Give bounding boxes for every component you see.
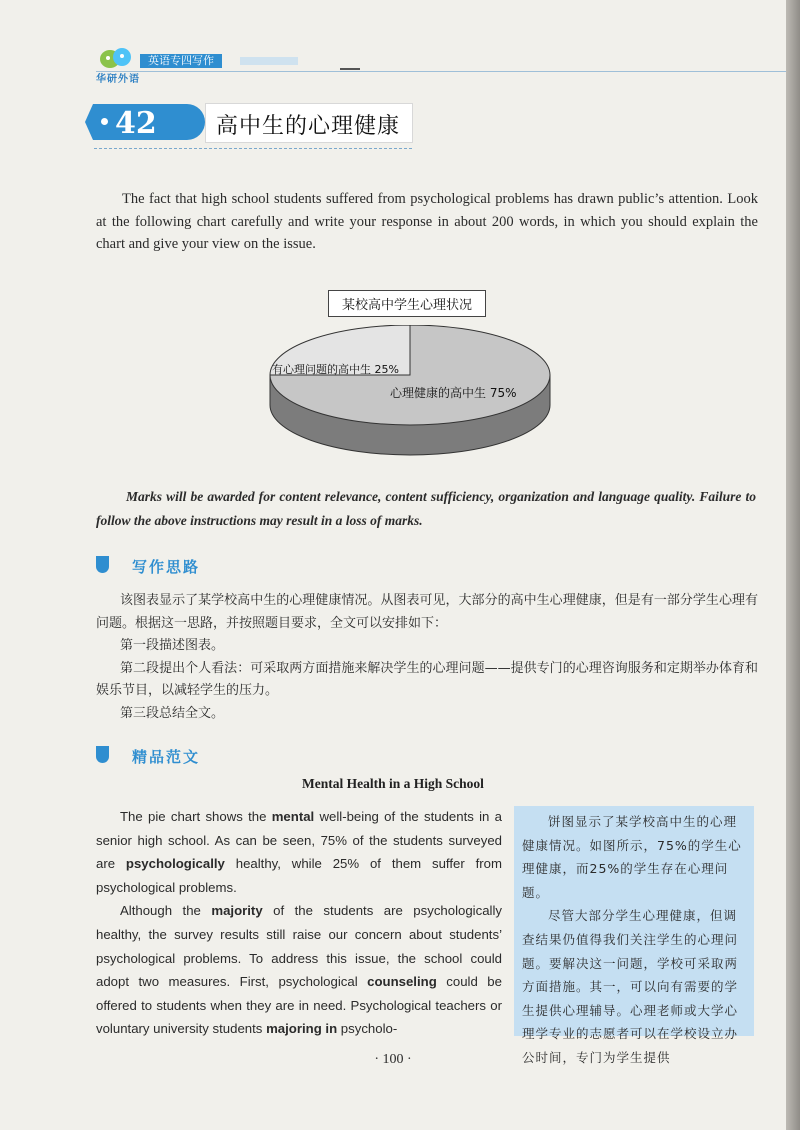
header-rule bbox=[96, 71, 786, 72]
essay-keyword: psychologically bbox=[125, 856, 225, 872]
thinking-paragraph: 第二段提出个人看法：可采取两方面措施来解决学生的心理问题——提供专门的心理咨询服务和定期举办体育和娱乐节目，以减轻学生的压力。 bbox=[96, 660, 758, 698]
essay-text: healthy, while 25% of them suffer from psychological problems. bbox=[96, 856, 502, 895]
page-number: · 100 · bbox=[374, 1052, 412, 1067]
series-tag-tail bbox=[240, 57, 298, 65]
unit-dot-icon bbox=[101, 118, 108, 125]
translation-paragraph: 尽管大部分学生心理健康，但调查结果仍值得我们关注学生的心理问题。要解决这一问题，学校可采取两方面措施。其一，可以向有需要的学生提供心理辅导。心理老师或大学心理学专业的志愿者可以在学校设立办公时间，专门为学生提供 bbox=[522, 908, 739, 1065]
marks-instruction bbox=[96, 485, 756, 533]
writing-prompt bbox=[96, 188, 758, 256]
essay-keyword: mental bbox=[271, 809, 315, 824]
sample-section-title: 精品范文 bbox=[132, 748, 201, 766]
essay-text: could be offered to students when they are in need. Psychological teachers or voluntary university students bbox=[96, 974, 502, 1037]
unit-underline bbox=[94, 148, 412, 150]
unit-badge bbox=[93, 104, 205, 140]
chart-title: 某校高中学生心理状况 bbox=[341, 298, 472, 313]
pie-label-healthy: 心理健康的高中生 75% bbox=[390, 386, 517, 400]
essay-text: psycholo- bbox=[337, 1021, 398, 1037]
header-dash bbox=[340, 68, 360, 70]
bookmark-icon bbox=[96, 746, 109, 763]
book-spine-edge bbox=[786, 0, 800, 1130]
essay-keyword: counseling bbox=[367, 974, 437, 990]
essay-keyword: majority bbox=[211, 903, 263, 919]
thinking-section-title: 写作思路 bbox=[132, 558, 201, 576]
essay-text: Although the bbox=[120, 903, 212, 919]
essay-keyword: majoring in bbox=[266, 1021, 338, 1037]
logo-text: 华研外语 bbox=[96, 74, 140, 85]
essay-paragraph-1 bbox=[96, 805, 502, 899]
prompt-text: The fact that high school students suffered from psychological problems has drawn public’s attention. Look at the following chart carefully and write your response in about 200 words, in which you should explain the chart and give your view on the issue. bbox=[96, 191, 758, 252]
series-tag: 英语专四写作 bbox=[140, 54, 222, 68]
marks-text: Marks will be awarded for content relevance, content sufficiency, organization and language quality. Failure to follow the above instructions may result in a loss of marks. bbox=[96, 489, 756, 528]
translation-paragraph: 饼图显示了某学校高中生的心理健康情况。如图所示，75%的学生心理健康，而25%的学生存在心理问题。 bbox=[522, 814, 742, 900]
bookmark-icon bbox=[96, 556, 109, 573]
translation-text bbox=[522, 810, 748, 1070]
essay-text: of the students are psychologically healthy, the survey results still raise our concern about students’ psychological problems. To address this issue, the school could adopt two measures. First, psychological bbox=[96, 903, 502, 990]
unit-number: 42 bbox=[115, 106, 157, 141]
essay-text: well-being of the students in a senior high school. As can be seen, 75% of the students surveyed are bbox=[96, 809, 502, 872]
thinking-paragraph: 第一段描述图表。 bbox=[120, 638, 225, 653]
essay-body bbox=[96, 805, 502, 1041]
pie-label-problem: 有心理问题的高中生 25% bbox=[272, 363, 399, 376]
essay-text: The pie chart shows the bbox=[120, 809, 272, 824]
thinking-text bbox=[96, 590, 758, 725]
essay-title: Mental Health in a High School bbox=[302, 776, 484, 791]
unit-title: 高中生的心理健康 bbox=[216, 114, 401, 139]
thinking-paragraph: 第三段总结全文。 bbox=[120, 705, 225, 721]
thinking-paragraph: 该图表显示了某学校高中生的心理健康情况。从图表可见，大部分的高中生心理健康，但是有一部分学生心理有问题。根据这一思路，并按照题目要求，全文可以安排如下： bbox=[96, 593, 758, 631]
essay-paragraph-2 bbox=[96, 899, 502, 1041]
